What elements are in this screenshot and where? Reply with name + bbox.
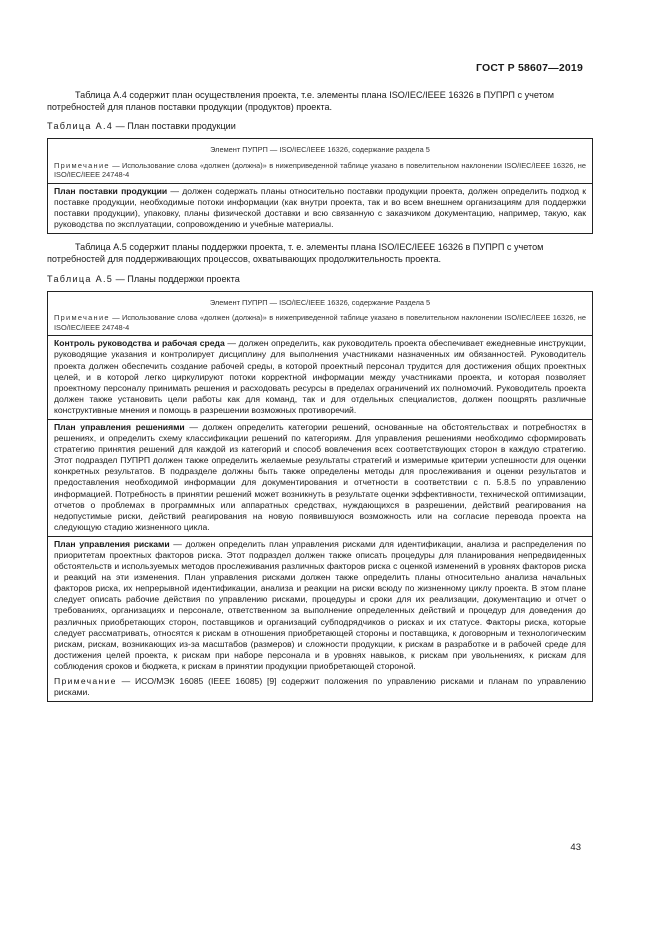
row-term: Контроль руководства и рабочая среда: [54, 338, 225, 349]
table-a4-caption-prefix: Таблица А.4: [47, 121, 114, 132]
page-number: 43: [570, 842, 581, 853]
table-a5-header: [48, 292, 592, 337]
row-note-label: Примечание: [54, 676, 117, 687]
row-term: План управления решениями: [54, 421, 185, 432]
table-a4-note-label: Примечание: [54, 160, 110, 170]
row-note-text: — ИСО/МЭК 16085 (IEEE 16085) [9] содержит положения по управлению рисками и планам по управлению рисками.: [54, 676, 586, 698]
table-a5-note: [54, 313, 586, 332]
row-text: — должен определить план управления рисками для идентификации, анализа и распределения по приоритетам проектных факторов риска. Этот подраздел должен также описать процедуры для планирования непредвиденных обстоятельств и используемых методов прослеживания различных факторов риска с оценкой изменений в уровнях факторов риска и реакций на эти изменения. План управления рисками должен также определить планы относительно анализа начальных факторов риска, их непрерывной идентификации, анализа и реакции на риски всюду по жизненному циклу проекта. В этом плане следует описать рабочие действия по управлению рисками, процедуры и сроки для их реализации, документацию и отчет о требованиях, организациях и персонале, ответственном за выполнение определенных действий и процедур для доведения до различных приобретающих сторон, поставщиков и организаций субподрядчиков о рисках и их статусе. Факторы риска, которые следует рассматривать, относятся к рискам в отношения приобретающей стороны и поставщика, к договорным и технологическим рискам, рискам, возникающих из-за масштабов (размеров) и сложности продукции, к рискам в разработке и в рабочей среде для достижения целей проекта, к рискам при наборе персонала и в уровнях навыков, к рискам при увольнениях, к рискам для соблюдения сроков и бюджета, к рискам в принятии продукции приобретающей стороной.: [54, 538, 587, 671]
table-a4-caption: [47, 121, 593, 132]
table-row: [48, 537, 592, 701]
table-a4-element-line: Элемент ПУПРП — ISO/IEC/IEEE 16326, содержание раздела 5: [210, 145, 430, 155]
table-a5-note-label: Примечание: [54, 313, 110, 323]
table-a4-header: [48, 139, 592, 184]
row-term: План управления рисками: [54, 538, 170, 549]
table-a4-caption-title: — План поставки продукции: [113, 121, 236, 132]
table-a5: [47, 291, 593, 703]
table-a5-note-text: — Использование слова «должен (должна)» в нижеприведенной таблице указано в повелительном наклонении ISO/IEC/IEEE 16326, не ISO/IEC/IEEE 24748-4: [54, 313, 586, 332]
row-text: — должен определить, как руководитель проекта обеспечивает ежедневные инструкции, руководящие указания и контролирует дисциплину для выполнения участниками назначенных им обязанностей. Руководитель проекта должен обеспечить создание рабочей среды, в которой проектный персонал трудится для достижения общих проектных целей, и в которой легко циркулируют потоки корректной информации между участниками проекта, и которая позволяет проектному персоналу принимать решения и расходовать ресурсы в пределах ограничений их полномочий. Руководитель проекта должен также установить цели работы как для команд, так и для отдельных специалистов, должен поощрять различные конструктивные мнения и помощь в разрешении возможных противоречий.: [54, 338, 586, 415]
table-row: [48, 184, 592, 233]
table-a4: [47, 138, 593, 234]
table-a4-note: [54, 161, 586, 180]
row-text: — должен содержать планы относительно поставки продукции проекта, должен определить подход к поставке продукции, необходимые потоки информации (как внутри проекта, так и во всем внешнем организациям для поддержки поставки продукции), упаковку, планы физической доставки и всю связанную с заказчиком документацию, например, такую, как руководства по эксплуатации, сопровождению и учебные материалы.: [54, 185, 586, 230]
table-a5-caption: [47, 274, 593, 285]
table-a5-caption-prefix: Таблица А.5: [47, 273, 114, 284]
row-term: План поставки продукции: [54, 185, 168, 196]
row-text: — должен определить категории решений, основанные на обстоятельствах и потребностях в решениях, и определить схему классификации решений по категориям. Для управления решениями необходимо сформировать стратегию принятия решений для каждой из категорий и способ вовлечения всех соответствующих сторон в каждую стратегию. Этот подраздел ПУПРП должен также определить желаемые результаты стратегий и измеримые критерии успешности для оценки конкретных результатов. В подразделе должны быть также определены методы для прослеживания и оценки результатов и предоставления необходимой информации для документирования и отчетности в соответствии с п. 5.8.5 по управлению информацией. Потребность в принятии решений может возникнуть в результате оценки эффективности, технической оптимизации, отчетов о проблемах в программных или аппаратных средствах, нуждающихся в разрешении, действий реагирования на недопустимые риски, действий реагирования на новую появившуюся возможность или на согласие перевода проекта на следующую стадию жизненного цикла.: [54, 421, 587, 532]
table-row: [48, 336, 592, 420]
standard-code: ГОСТ Р 58607—2019: [475, 62, 583, 74]
page-content: [47, 90, 593, 702]
intro-table-a4: Таблица А.4 содержит план осуществления проекта, т.е. элементы плана ISO/IEC/IEEE 16326 в ПУПРП с учетом потребностей для планов поставки продукции (продуктов) проекта.: [47, 90, 554, 112]
table-row: [48, 420, 592, 537]
table-a4-note-text: — Использование слова «должен (должна)» в нижеприведенной таблице указано в повелительном наклонении ISO/IEC/IEEE 16326, не ISO/IEC/IEEE 24748-4: [54, 160, 586, 180]
table-a5-element-line: Элемент ПУПРП — ISO/IEC/IEEE 16326, содержание Раздела 5: [209, 297, 431, 307]
intro-table-a5: Таблица А.5 содержит планы поддержки проекта, т. е. элементы плана ISO/IEC/IEEE 16326 в ПУПРП с учетом потребностей для поддерживающих процессов, охватывающих продолжительность проекта.: [47, 242, 544, 264]
table-a5-caption-title: — Планы поддержки проекта: [113, 273, 240, 284]
row-note: [54, 676, 586, 698]
